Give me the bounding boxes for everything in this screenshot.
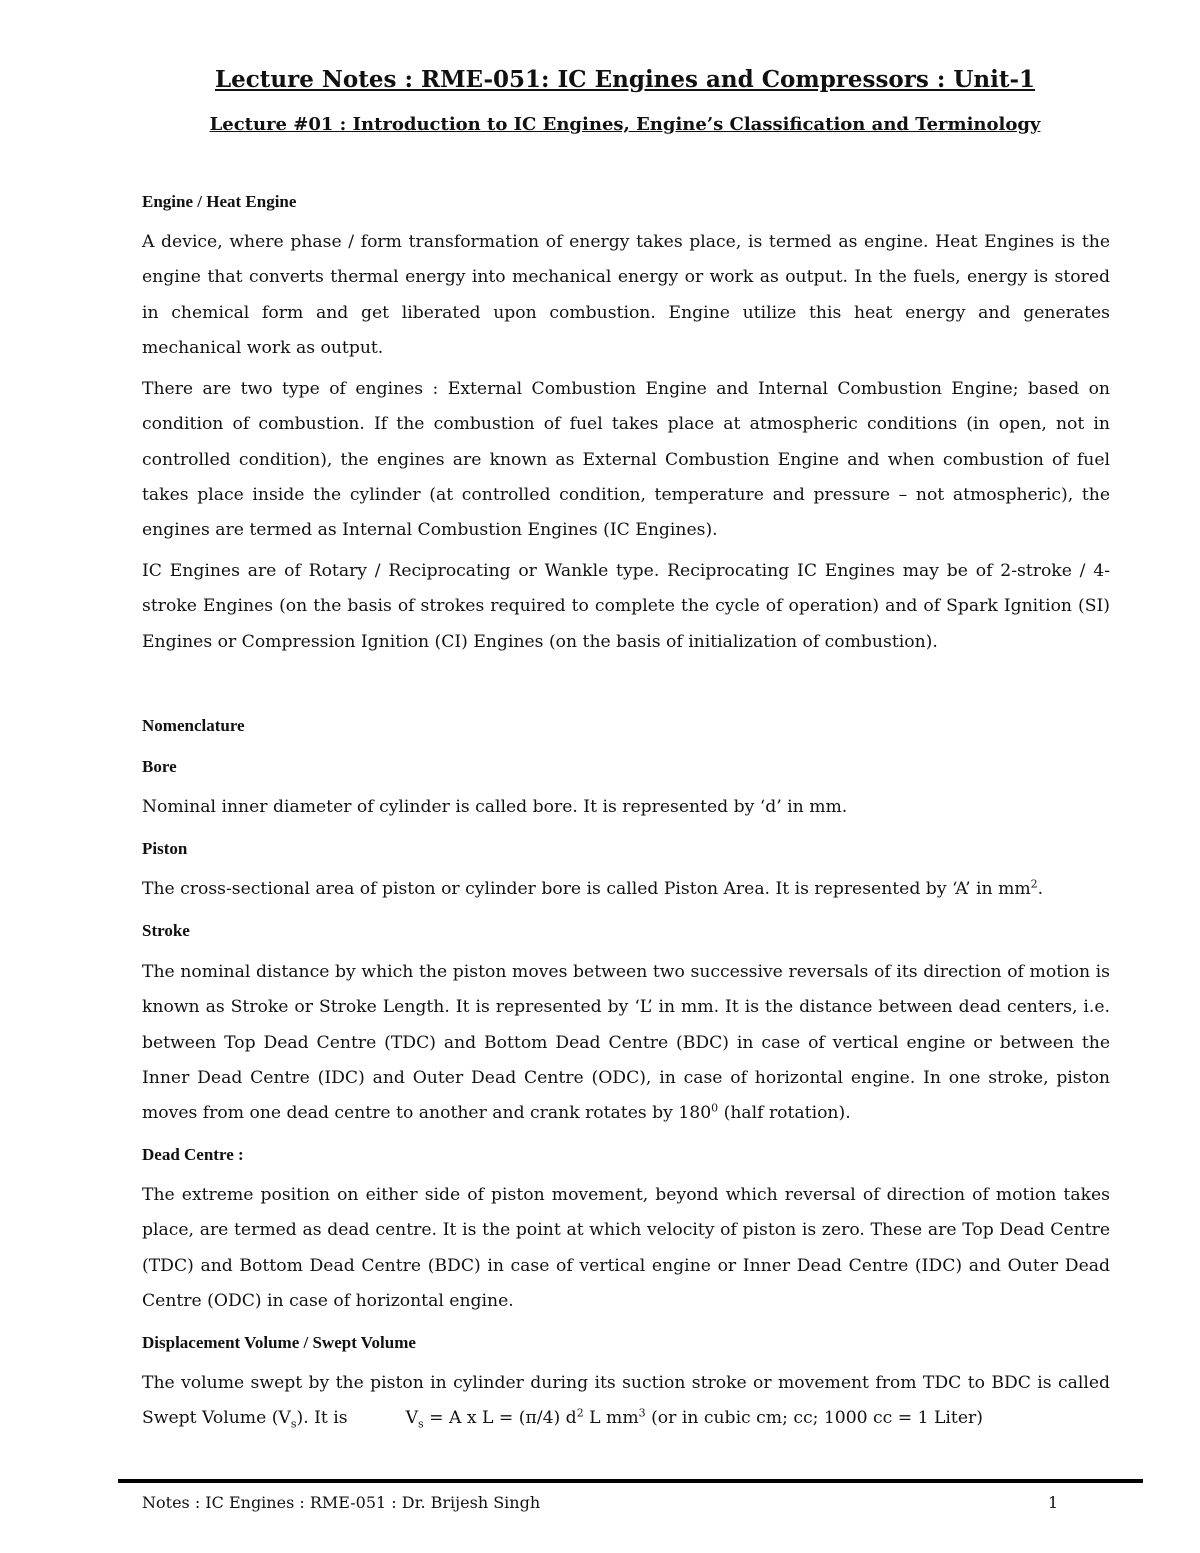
stroke-text-end: (half rotation). <box>718 1103 851 1124</box>
swept-text-mid: ). It is <box>296 1408 348 1429</box>
formula-superscript-1: 2 <box>576 1406 584 1420</box>
formula-part-b: = A x L = (π/4) d <box>423 1408 577 1429</box>
swept-volume-formula <box>405 1406 983 1431</box>
page-number: 1 <box>1048 1493 1059 1512</box>
paragraph-bore: Nominal inner diameter of cylinder is called bore. It is represented by ‘d’ in mm. <box>142 797 848 817</box>
piston-superscript: 2 <box>1030 877 1038 891</box>
stroke-text: The nominal distance by which the piston moves between two successive reversals of its direction of motion is known as Stroke or Stroke Length. It is represented by ‘L’ in mm. It is the distance between dead centers, i.e. between Top Dead Centre (TDC) and Bottom Dead Centre (BDC) in case of vertical engine or between the Inner Dead Centre (IDC) and Outer Dead Centre (ODC), in case of horizontal engine. In one stroke, piston moves from one dead centre to another and crank rotates by 180 <box>142 962 1110 1124</box>
paragraph-piston <box>142 872 1110 907</box>
subheading-stroke: Stroke <box>142 921 190 940</box>
subheading-swept-volume: Displacement Volume / Swept Volume <box>142 1333 416 1352</box>
formula-part-a: V <box>405 1408 419 1429</box>
page-title: Lecture Notes : RME-051: IC Engines and Compressors : Unit-1 <box>214 66 1036 93</box>
formula-part-d: (or in cubic cm; cc; 1000 cc = 1 Liter) <box>645 1408 983 1429</box>
swept-subscript: s <box>290 1417 297 1431</box>
paragraph-engine-definition: A device, where phase / form transformation of energy takes place, is termed as engine. Heat Engines is the engine that converts thermal energy into mechanical energy or work as output. In the fuels, energy is stored in chemical form and get liberated upon combustion. Engine utilize this heat energy and generates mechanical work as output. <box>142 232 1110 358</box>
subheading-piston: Piston <box>142 839 188 858</box>
paragraph-stroke <box>142 955 1110 1131</box>
stroke-superscript: 0 <box>711 1101 719 1115</box>
piston-text-end: . <box>1037 879 1044 899</box>
paragraph-swept-volume <box>142 1366 1110 1437</box>
paragraph-ic-engine-types: IC Engines are of Rotary / Reciprocating or Wankle type. Reciprocating IC Engines may be of 2-stroke / 4-stroke Engines (on the basis of strokes required to complete the cycle of operation) and of Spark Ignition (SI) Engines or Compression Ignition (CI) Engines (on the basis of initialization of combustion). <box>142 561 1110 652</box>
formula-superscript-2: 3 <box>638 1406 646 1420</box>
subheading-dead-centre: Dead Centre : <box>142 1145 244 1164</box>
footer-text: Notes : IC Engines : RME-051 : Dr. Brijesh Singh <box>142 1493 541 1512</box>
swept-text: The volume swept by the piston in cylinder during its suction stroke or movement from TDC to BDC is called Swept Volume (V <box>142 1373 1110 1429</box>
paragraph-engine-types: There are two type of engines : External Combustion Engine and Internal Combustion Engine; based on condition of combustion. If the combustion of fuel takes place at atmospheric conditions (in open, not in controlled condition), the engines are known as External Combustion Engine and when combustion of fuel takes place inside the cylinder (at controlled condition, temperature and pressure – not atmospheric), the engines are termed as Internal Combustion Engines (IC Engines). <box>142 379 1110 541</box>
piston-text: The cross-sectional area of piston or cylinder bore is called Piston Area. It is represented by ‘A’ in mm <box>142 879 1031 899</box>
footer-divider <box>118 1479 1143 1483</box>
subheading-bore: Bore <box>142 757 177 776</box>
formula-part-c: L mm <box>583 1408 639 1429</box>
section-heading-nomenclature: Nomenclature <box>142 716 245 735</box>
formula-subscript: s <box>418 1417 424 1431</box>
section-heading-engine: Engine / Heat Engine <box>142 192 297 211</box>
lecture-subtitle: Lecture #01 : Introduction to IC Engines, Engine’s Classification and Terminology <box>209 114 1041 135</box>
paragraph-dead-centre: The extreme position on either side of piston movement, beyond which reversal of direction of motion takes place, are termed as dead centre. It is the point at which velocity of piston is zero. These are Top Dead Centre (TDC) and Bottom Dead Centre (BDC) in case of vertical engine or Inner Dead Centre (IDC) and Outer Dead Centre (ODC) in case of horizontal engine. <box>142 1185 1110 1311</box>
